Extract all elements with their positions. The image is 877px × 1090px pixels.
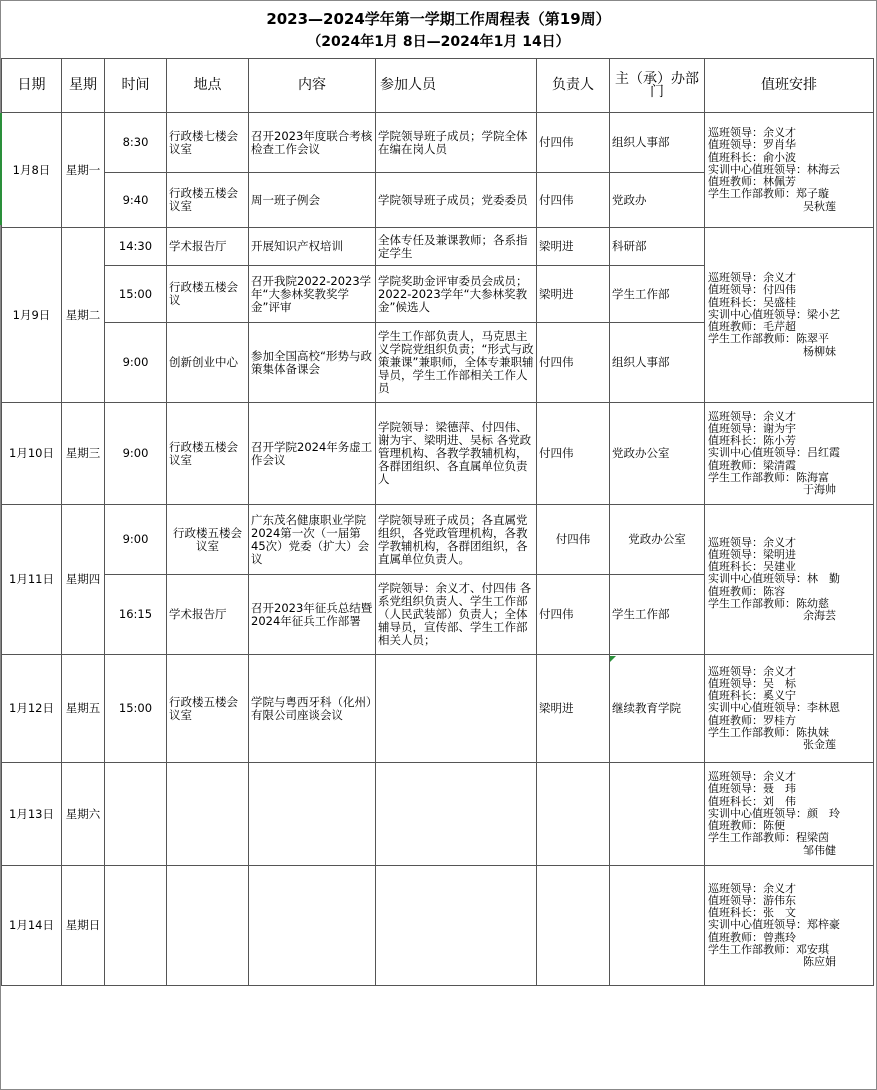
person-cell: 付四伟 — [537, 173, 610, 228]
duty-line: 学生工作部教师：邓安琪 — [708, 942, 829, 956]
date-cell: 1月11日 — [2, 505, 62, 655]
duty-line: 学生工作部教师：陈翠平 — [708, 332, 829, 346]
duty-line: 实训中心值班领导：郑梓豪 — [708, 918, 840, 932]
duty-line: 杨柳妹 — [803, 344, 836, 358]
participants-cell: 学院奖助金评审委员会成员；2022-2023学年“大参林奖教金”候选人 — [376, 266, 537, 323]
table-row — [2, 505, 874, 575]
empty-cell — [537, 866, 610, 986]
duty-line: 值班教师：陈便 — [708, 819, 785, 833]
empty-cell — [610, 866, 705, 986]
duty-line: 值班教师：罗桂方 — [708, 713, 796, 727]
duty-line: 值班科长：奚义宁 — [708, 689, 796, 703]
duty-line: 巡班领导：余义才 — [708, 535, 796, 549]
header-weekday: 星期 — [62, 59, 105, 113]
table-row — [2, 403, 874, 505]
dept-cell: 学生工作部 — [610, 575, 705, 655]
duty-line: 实训中心值班领导：吕红霞 — [708, 446, 840, 460]
person-cell: 梁明进 — [537, 266, 610, 323]
duty-cell — [705, 505, 874, 655]
duty-line: 学生工作部教师：陈幼慈 — [708, 596, 829, 610]
duty-line: 值班科长：俞小波 — [708, 150, 796, 164]
cell-selection-marker — [0, 113, 2, 225]
duty-line: 实训中心值班领导：颜 玲 — [708, 806, 840, 820]
duty-line: 余海芸 — [803, 609, 836, 622]
header-date: 日期 — [2, 59, 62, 113]
place-cell: 行政楼七楼会议室 — [167, 113, 249, 173]
dept-cell: 组织人事部 — [610, 113, 705, 173]
duty-line: 值班科长：刘 伟 — [708, 794, 796, 808]
duty-cell — [705, 113, 874, 228]
duty-line: 值班领导：聂 玮 — [708, 782, 796, 796]
duty-line: 值班领导：游伟东 — [708, 893, 796, 907]
participants-cell: 学院领导班子成员；学院全体在编在岗人员 — [376, 113, 537, 173]
empty-cell — [167, 763, 249, 866]
header-row — [2, 59, 874, 113]
place-cell: 学术报告厅 — [167, 575, 249, 655]
content-cell: 召开我院2022-2023学年“大参林奖教奖学金”评审 — [249, 266, 376, 323]
time-cell: 15:00 — [105, 655, 167, 763]
weekday-cell: 星期四 — [62, 505, 105, 655]
participants-cell: 学院领导班子成员；党委委员 — [376, 173, 537, 228]
duty-line: 邹伟健 — [803, 843, 836, 857]
duty-cell — [705, 403, 874, 505]
duty-line: 值班领导：吴 标 — [708, 676, 796, 690]
duty-line: 巡班领导：余义才 — [708, 126, 796, 140]
dept-cell: 组织人事部 — [610, 323, 705, 403]
time-cell: 9:00 — [105, 505, 167, 575]
header-place: 地点 — [167, 59, 249, 113]
duty-line: 张金莲 — [803, 738, 836, 751]
duty-line: 值班领导：谢为宇 — [708, 421, 796, 435]
duty-line: 值班科长：张 文 — [708, 906, 796, 920]
header-duty: 值班安排 — [705, 59, 874, 113]
dept-cell: 党政办公室 — [610, 403, 705, 505]
place-cell: 行政楼五楼会议室 — [167, 655, 249, 763]
duty-line: 值班科长：吴盛桂 — [708, 295, 796, 309]
empty-cell — [167, 866, 249, 986]
header-person: 负责人 — [537, 59, 610, 113]
dept-cell: 科研部 — [610, 228, 705, 266]
date-cell: 1月8日 — [2, 113, 62, 228]
duty-cell — [705, 228, 874, 403]
cell-comment-marker — [610, 656, 616, 662]
content-cell: 开展知识产权培训 — [249, 228, 376, 266]
content-cell: 召开2023年征兵总结暨2024年征兵工作部署 — [249, 575, 376, 655]
table-row — [2, 113, 874, 173]
duty-line: 巡班领导：余义才 — [708, 409, 796, 423]
empty-cell — [376, 763, 537, 866]
content-cell: 召开2023年度联合考核检查工作会议 — [249, 113, 376, 173]
person-cell: 梁明进 — [537, 228, 610, 266]
dept-cell: 学生工作部 — [610, 266, 705, 323]
duty-line: 值班领导：付四伟 — [708, 283, 796, 297]
content-cell: 周一班子例会 — [249, 173, 376, 228]
duty-line: 吴秋莲 — [803, 199, 836, 213]
person-cell: 付四伟 — [537, 323, 610, 403]
duty-line: 实训中心值班领导：林 勤 — [708, 572, 840, 586]
duty-line: 陈应娟 — [803, 955, 836, 968]
date-cell: 1月10日 — [2, 403, 62, 505]
weekday-cell: 星期二 — [62, 228, 105, 403]
empty-cell — [610, 763, 705, 866]
empty-cell — [249, 866, 376, 986]
place-cell: 创新创业中心 — [167, 323, 249, 403]
place-cell: 行政楼五楼会议 — [167, 266, 249, 323]
duty-line: 值班教师：曾燕玲 — [708, 930, 796, 944]
weekday-cell: 星期一 — [62, 113, 105, 228]
time-cell: 9:40 — [105, 173, 167, 228]
date-cell: 1月9日 — [2, 228, 62, 403]
weekday-cell: 星期六 — [62, 763, 105, 866]
table-row — [2, 866, 874, 986]
duty-line: 值班科长：吴建业 — [708, 560, 796, 574]
empty-cell — [105, 763, 167, 866]
person-cell: 付四伟 — [537, 113, 610, 173]
content-cell: 参加全国高校“形势与政策集体备课会 — [249, 323, 376, 403]
weekday-cell: 星期日 — [62, 866, 105, 986]
duty-cell — [705, 763, 874, 866]
header-content: 内容 — [249, 59, 376, 113]
duty-cell — [705, 866, 874, 986]
table-row — [2, 655, 874, 763]
person-cell: 梁明进 — [537, 655, 610, 763]
participants-cell: 学生工作部负责人，马克思主义学院党组织负责；“形式与政策兼课”兼职师，全体专兼职辅导员，学生工作部相关工作人员 — [376, 323, 537, 403]
participants-cell — [376, 655, 537, 763]
duty-line: 实训中心值班领导：李林恩 — [708, 701, 840, 715]
participants-cell: 学院领导：余义才、付四伟 各系党组织负责人、学生工作部（人民武装部）负责人；全体辅导员，宣传部、学生工作部相关人员； — [376, 575, 537, 655]
schedule-title: 2023—2024学年第一学期工作周程表（第19周） — [266, 10, 611, 28]
time-cell: 8:30 — [105, 113, 167, 173]
empty-cell — [249, 763, 376, 866]
schedule-table — [1, 58, 874, 986]
duty-line: 值班领导：梁明进 — [708, 547, 796, 561]
duty-line: 于海帅 — [803, 483, 836, 496]
table-row — [2, 763, 874, 866]
duty-line: 巡班领导：余义才 — [708, 881, 796, 895]
weekday-cell: 星期三 — [62, 403, 105, 505]
dept-cell: 党政办公室 — [610, 505, 705, 575]
person-cell: 付四伟 — [537, 575, 610, 655]
duty-line: 巡班领导：余义才 — [708, 664, 796, 678]
time-cell: 9:00 — [105, 403, 167, 505]
time-cell: 16:15 — [105, 575, 167, 655]
participants-cell: 学院领导：梁德萍、付四伟、谢为宇、梁明进、吴标 各党政管理机构、各教学教辅机构，各群团组织、各直属单位负责人 — [376, 403, 537, 505]
duty-line: 学生工作部教师：郑子璇 — [708, 187, 829, 201]
time-cell: 14:30 — [105, 228, 167, 266]
duty-line: 学生工作部教师：陈执妹 — [708, 725, 829, 739]
place-cell: 学术报告厅 — [167, 228, 249, 266]
date-cell: 1月14日 — [2, 866, 62, 986]
duty-line: 值班教师：毛芹超 — [708, 320, 796, 334]
time-cell: 15:00 — [105, 266, 167, 323]
duty-line: 学生工作部教师：程梁茵 — [708, 831, 829, 845]
duty-line: 实训中心值班领导：林海云 — [708, 162, 840, 176]
date-cell: 1月12日 — [2, 655, 62, 763]
content-cell: 学院与粤西牙科（化州）有限公司座谈会议 — [249, 655, 376, 763]
table-row — [2, 228, 874, 266]
person-cell: 付四伟 — [537, 403, 610, 505]
duty-line: 值班领导：罗肖华 — [708, 138, 796, 152]
time-cell: 9:00 — [105, 323, 167, 403]
empty-cell — [105, 866, 167, 986]
schedule-date-range: （2024年1月 8日—2024年1月 14日） — [307, 34, 570, 50]
duty-line: 巡班领导：余义才 — [708, 770, 796, 784]
empty-cell — [376, 866, 537, 986]
header-participants: 参加人员 — [376, 59, 537, 113]
header-time: 时间 — [105, 59, 167, 113]
duty-line: 值班教师：林佩芳 — [708, 175, 796, 189]
participants-cell: 学院领导班子成员；各直属党组织，各党政管理机构，各教学教辅机构，各群团组织，各直属单位负责人。 — [376, 505, 537, 575]
duty-cell — [705, 655, 874, 763]
duty-line: 巡班领导：余义才 — [708, 271, 796, 285]
weekday-cell: 星期五 — [62, 655, 105, 763]
content-cell: 召开学院2024年务虚工作会议 — [249, 403, 376, 505]
duty-line: 学生工作部教师：陈海富 — [708, 470, 829, 484]
participants-cell: 全体专任及兼课教师；各系指定学生 — [376, 228, 537, 266]
duty-line: 值班教师：梁清霞 — [708, 458, 796, 472]
duty-line: 实训中心值班领导：梁小艺 — [708, 307, 840, 321]
empty-cell — [537, 763, 610, 866]
dept-cell: 党政办 — [610, 173, 705, 228]
header-dept: 主（承）办部门 — [610, 59, 705, 113]
place-cell: 行政楼五楼会议室 — [167, 505, 249, 575]
person-cell: 付四伟 — [537, 505, 610, 575]
place-cell: 行政楼五楼会议室 — [167, 403, 249, 505]
dept-cell: 继续教育学院 — [610, 655, 705, 763]
date-cell: 1月13日 — [2, 763, 62, 866]
place-cell: 行政楼五楼会议室 — [167, 173, 249, 228]
duty-line: 值班科长：陈小芳 — [708, 434, 796, 448]
duty-line: 值班教师：陈容 — [708, 584, 785, 598]
content-cell: 广东茂名健康职业学院2024第一次（一届第45次）党委（扩大）会议 — [249, 505, 376, 575]
